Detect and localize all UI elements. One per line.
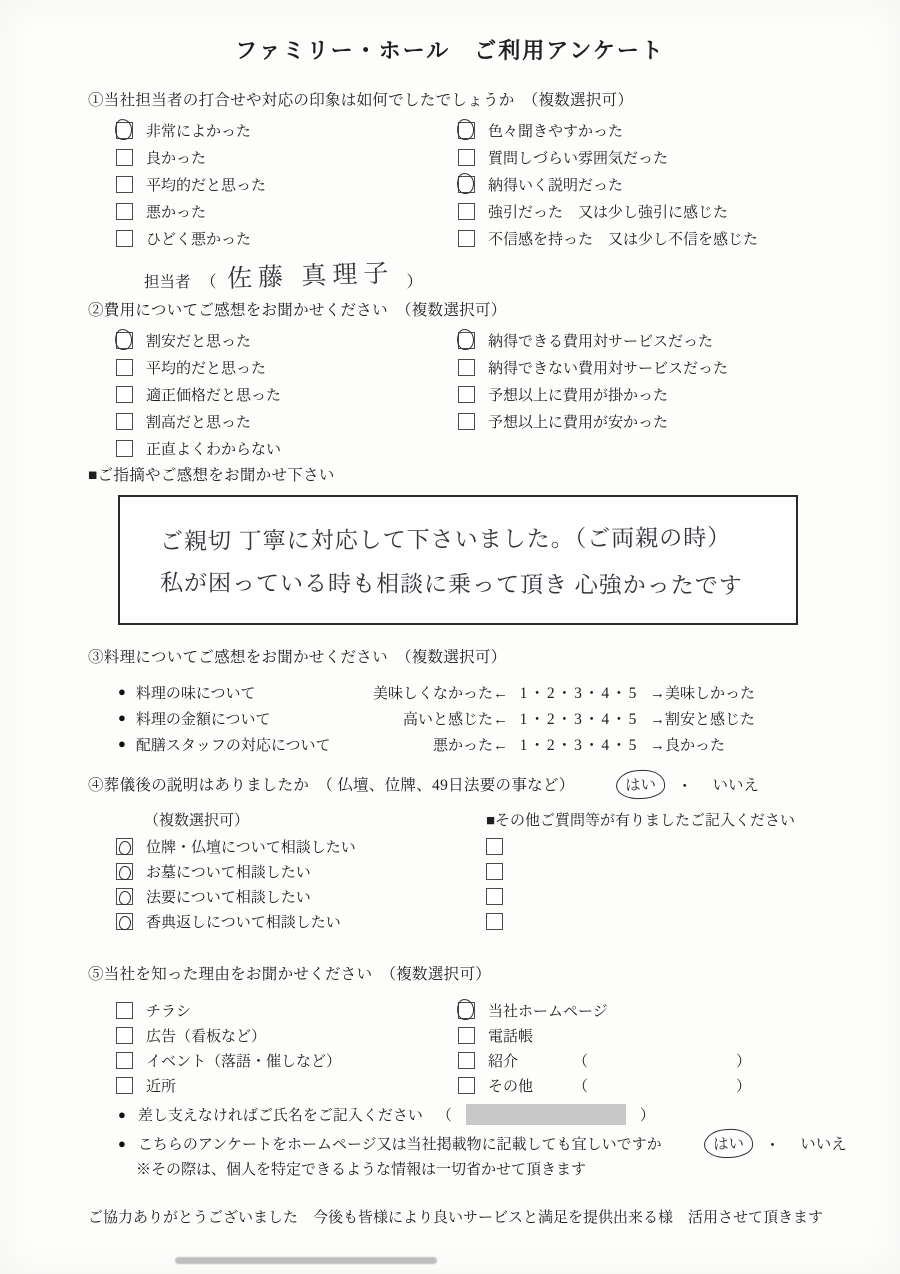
q4-other-box-row xyxy=(486,859,812,884)
option-label: 当社ホームページ xyxy=(488,1004,608,1020)
q2-option xyxy=(116,435,458,462)
q4-other-box-row xyxy=(486,909,812,934)
q1-option xyxy=(116,225,458,252)
name-request-text: 差し支えなければご氏名をご記入ください xyxy=(137,1108,423,1124)
section-q3 xyxy=(88,645,812,757)
checkbox[interactable] xyxy=(486,888,503,905)
q2-option xyxy=(116,354,458,381)
option-label: 予想以上に費用が掛かった xyxy=(488,388,669,404)
bullet-icon: ● xyxy=(118,710,126,725)
section-q4 xyxy=(88,773,812,934)
q2-option xyxy=(458,354,812,381)
q5-option xyxy=(458,998,812,1023)
section-q2 xyxy=(88,298,812,462)
q4-no-option[interactable]: いいえ xyxy=(712,777,760,794)
q4-option xyxy=(116,909,486,934)
checkbox[interactable] xyxy=(486,863,503,880)
section-closing xyxy=(88,1100,847,1184)
option-label: イベント（落語・催しなど） xyxy=(146,1054,342,1070)
q5-option xyxy=(458,1048,812,1073)
paren-close: ） xyxy=(639,1108,655,1124)
paren-open: （ xyxy=(573,1054,589,1070)
scale-category: 料理の味について xyxy=(135,685,256,702)
option-label: 香典返しについて相談したい xyxy=(146,915,341,931)
bullet-icon: ● xyxy=(118,1135,126,1151)
option-label: 色々聞きやすかった xyxy=(488,124,624,140)
checkbox[interactable] xyxy=(116,359,133,376)
checkbox[interactable] xyxy=(116,888,133,905)
q1-option xyxy=(458,198,812,225)
checkbox[interactable] xyxy=(116,440,133,457)
scale-numbers[interactable]: 1・2・3・4・5 xyxy=(519,685,639,702)
section-feedback xyxy=(88,463,812,625)
q4-other-heading: ■その他ご質問等が有りましたご記入ください xyxy=(486,813,796,829)
scale-low-label: 美味しくなかった← xyxy=(372,685,508,702)
scale-category: 配膳スタッフの対応について xyxy=(135,737,331,754)
q2-option xyxy=(116,327,458,354)
q1-option xyxy=(458,171,812,198)
checkbox[interactable] xyxy=(116,230,133,247)
handwritten-comment-line: 私が困っている時も相談に乗って頂き 心強かったです xyxy=(159,570,743,599)
q4-heading: ④葬儀後の説明はありましたか （ 仏壇、位牌、49日法要の事など） xyxy=(88,777,575,794)
option-label: 予想以上に費用が安かった xyxy=(488,415,669,431)
scale-high-label: →良かった xyxy=(650,737,726,754)
q4-subnote: （複数選択可） xyxy=(144,813,250,829)
checkbox[interactable] xyxy=(116,386,133,403)
checkbox[interactable] xyxy=(458,386,475,403)
publish-question-text: こちらのアンケートをホームページ又は当社掲載物に記載しても宜しいですか xyxy=(137,1137,662,1153)
paren-close: ） xyxy=(736,1079,752,1095)
manager-line xyxy=(88,256,812,292)
checkbox[interactable] xyxy=(116,863,133,880)
section-q5 xyxy=(88,962,812,1098)
checkbox[interactable] xyxy=(116,332,133,349)
publish-no-option[interactable]: いいえ xyxy=(800,1136,847,1153)
q1-option xyxy=(116,171,458,198)
q3-scale-row xyxy=(88,679,812,705)
q5-option xyxy=(116,998,458,1023)
checkbox[interactable] xyxy=(116,122,133,139)
q1-option xyxy=(458,117,812,144)
option-label: 法要について相談したい xyxy=(146,890,311,906)
handwritten-comment-line: ご親切 丁寧に対応して下さいました。（ご両親の時） xyxy=(159,525,732,555)
paren-close: ） xyxy=(406,274,423,291)
scale-numbers[interactable]: 1・2・3・4・5 xyxy=(519,737,639,754)
page-title: ファミリー・ホール ご利用アンケート xyxy=(235,38,665,63)
paren-open: （ xyxy=(436,1108,452,1124)
option-label: 悪かった xyxy=(146,205,207,221)
scale-high-label: →割安と感じた xyxy=(650,711,756,728)
yesno-separator: ・ xyxy=(764,1136,781,1154)
checkbox[interactable] xyxy=(116,1027,133,1044)
option-label: 平均的だと思った xyxy=(146,178,267,194)
checkbox[interactable] xyxy=(458,359,475,376)
manager-label: 担当者 xyxy=(144,274,191,291)
manager-name-handwritten[interactable]: 佐藤 真理子 xyxy=(226,260,395,293)
q5-option xyxy=(458,1073,812,1098)
checkbox[interactable] xyxy=(116,913,133,930)
checkbox[interactable] xyxy=(458,413,475,430)
scale-low-label: 高いと感じた← xyxy=(402,711,508,728)
checkbox[interactable] xyxy=(116,1002,133,1019)
option-label: 納得できる費用対サービスだった xyxy=(488,334,714,350)
scale-high-label: →美味しかった xyxy=(650,685,756,702)
q3-heading: ③料理についてご感想をお聞かせください （複数選択可） xyxy=(88,649,507,666)
scale-numbers[interactable]: 1・2・3・4・5 xyxy=(519,711,639,728)
checkbox[interactable] xyxy=(458,332,475,349)
scale-category: 料理の金額について xyxy=(135,711,271,728)
bullet-icon: ● xyxy=(118,684,126,699)
q4-option xyxy=(116,859,486,884)
q4-option xyxy=(116,884,486,909)
option-label: ひどく悪かった xyxy=(146,232,252,248)
q5-option xyxy=(116,1073,458,1098)
checkbox[interactable] xyxy=(458,149,475,166)
q4-other-box-row xyxy=(486,884,812,909)
option-label: 位牌・仏壇について相談したい xyxy=(146,840,356,856)
option-label: 適正価格だと思った xyxy=(146,388,282,404)
section-q1 xyxy=(88,88,812,252)
q4-other-box-row xyxy=(486,834,812,859)
q5-heading: ⑤当社を知った理由をお聞かせください （複数選択可） xyxy=(88,966,492,983)
bullet-icon: ● xyxy=(118,736,126,751)
paren-open: （ xyxy=(200,274,217,291)
checkbox[interactable] xyxy=(458,1077,475,1094)
option-label: チラシ xyxy=(146,1004,192,1020)
paren-open: （ xyxy=(573,1079,589,1095)
q1-heading: ①当社担当者の打合せや対応の印象は如何でしたでしょうか （複数選択可） xyxy=(88,92,634,109)
privacy-note: ※その際は、個人を特定できるような情報は一切省かせて頂きます xyxy=(136,1162,587,1178)
checkbox[interactable] xyxy=(458,176,475,193)
option-label: 紹介 xyxy=(488,1054,519,1070)
checkbox[interactable] xyxy=(486,838,503,855)
option-label: 割高だと思った xyxy=(146,415,252,431)
q3-scale-row xyxy=(88,705,812,731)
checkbox[interactable] xyxy=(458,230,475,247)
checkbox[interactable] xyxy=(458,1052,475,1069)
name-request-line xyxy=(88,1100,812,1129)
q5-option xyxy=(116,1023,458,1048)
option-label: 質問しづらい雰囲気だった xyxy=(488,151,669,167)
option-label: 割安だと思った xyxy=(146,334,252,350)
option-label: お墓について相談したい xyxy=(146,865,311,881)
option-label: 不信感を持った 又は少し不信を感じた xyxy=(488,232,759,248)
q2-option xyxy=(458,408,812,435)
option-label: その他 xyxy=(488,1079,534,1095)
option-label: 平均的だと思った xyxy=(146,361,267,377)
checkbox[interactable] xyxy=(458,1027,475,1044)
publish-yes-option[interactable]: はい xyxy=(703,1128,753,1159)
checkbox[interactable] xyxy=(116,1052,133,1069)
feedback-heading: ■ご指摘やご感想をお聞かせ下さい xyxy=(88,467,335,484)
q1-option xyxy=(116,117,458,144)
feedback-comment-box[interactable] xyxy=(118,495,798,625)
q1-option xyxy=(458,144,812,171)
checkbox[interactable] xyxy=(116,176,133,193)
q4-yes-option[interactable]: はい xyxy=(616,769,666,800)
q2-heading: ②費用についてご感想をお聞かせください （複数選択可） xyxy=(88,302,507,319)
scale-low-label: 悪かった← xyxy=(432,737,508,754)
bullet-icon: ● xyxy=(118,1106,126,1122)
option-label: 強引だった 又は少し強引に感じた xyxy=(488,205,729,221)
option-label: 非常によかった xyxy=(146,124,252,140)
publish-question-line xyxy=(88,1129,847,1158)
yesno-separator: ・ xyxy=(677,777,693,795)
q4-option xyxy=(116,834,486,859)
redacted-name-field[interactable] xyxy=(466,1104,626,1125)
checkbox[interactable] xyxy=(486,913,503,930)
q1-option xyxy=(116,198,458,225)
option-label: 広告（看板など） xyxy=(146,1029,267,1045)
option-label: 納得できない費用対サービスだった xyxy=(488,361,729,377)
q2-option xyxy=(458,327,812,354)
q5-option xyxy=(116,1048,458,1073)
checkbox[interactable] xyxy=(116,413,133,430)
scan-artifact-smudge xyxy=(175,1257,437,1264)
checkbox[interactable] xyxy=(116,838,133,855)
paren-close: ） xyxy=(736,1054,752,1070)
referral-blank-field[interactable] xyxy=(588,1050,736,1071)
q1-option xyxy=(458,225,812,252)
footer-thanks: ご協力ありがとうございました 今後も皆様により良いサービスと満足を提供出来る様 活用させて頂きます xyxy=(88,1210,824,1226)
q2-option xyxy=(458,381,812,408)
checkbox[interactable] xyxy=(116,149,133,166)
checkbox[interactable] xyxy=(116,203,133,220)
option-label: 正直よくわからない xyxy=(146,442,282,458)
checkbox[interactable] xyxy=(458,203,475,220)
option-label: 近所 xyxy=(146,1079,177,1095)
option-label: 電話帳 xyxy=(488,1029,534,1045)
q2-option xyxy=(116,381,458,408)
other-blank-field[interactable] xyxy=(588,1075,736,1096)
checkbox[interactable] xyxy=(458,1002,475,1019)
option-label: 納得いく説明だった xyxy=(488,178,624,194)
q5-option xyxy=(458,1023,812,1048)
option-label: 良かった xyxy=(146,151,207,167)
q1-option xyxy=(116,144,458,171)
checkbox[interactable] xyxy=(458,122,475,139)
q2-option xyxy=(116,408,458,435)
checkbox[interactable] xyxy=(116,1077,133,1094)
q3-scale-row xyxy=(88,731,812,757)
